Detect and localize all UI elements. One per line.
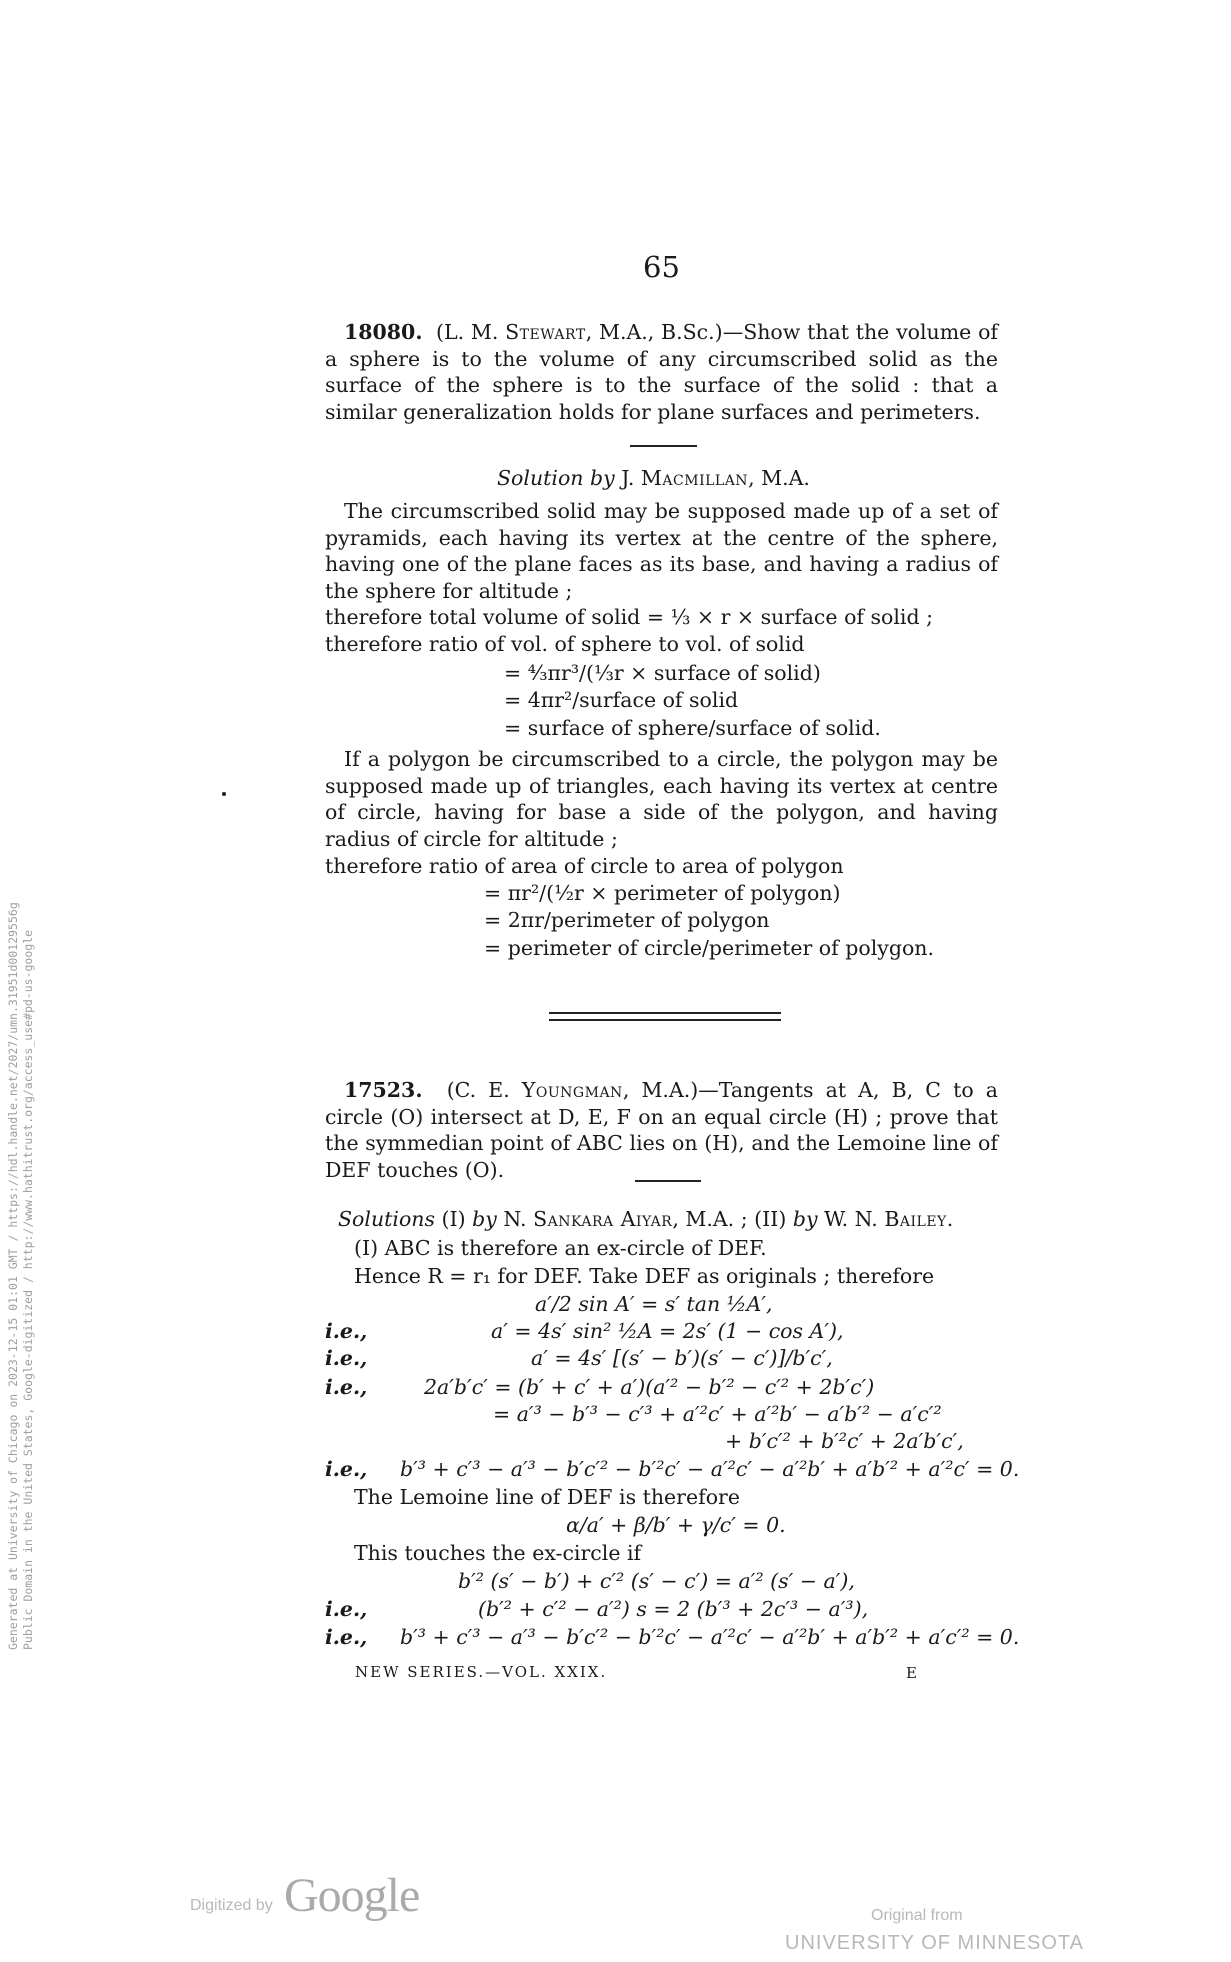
separator-short-2: [635, 1180, 701, 1182]
solution-2-equation-j: (b′² + c′² − a′²) s = 2 (b′³ + 2c′³ − a′³),: [478, 1597, 869, 1621]
solution-label: Solution by: [497, 466, 615, 490]
by-label-1: by: [472, 1207, 497, 1231]
solution-2-equation-i: b′² (s′ − b′) + c′² (s′ − c′) = a′² (s′ − a′),: [458, 1569, 855, 1593]
author-2-post: .: [946, 1207, 954, 1231]
solution-1-equation-4: = πr²/(½r × perimeter of polygon): [484, 881, 841, 905]
question-statement: —Show that the volume of a sphere is to the volume of any circumscribed solid as the surface of the sphere is to the surface of the solid : that a similar generalization holds for plane surfaces and perimeters.: [325, 320, 999, 424]
solution-1-heading: [497, 465, 810, 491]
solution-1-ratio-line: therefore ratio of vol. of sphere to vol. of solid: [325, 632, 805, 656]
ie-label: i.e.,: [325, 1625, 368, 1649]
solution-author-post: , M.A.: [748, 466, 810, 490]
question-18080: [325, 319, 998, 425]
ie-label: i.e.,: [325, 1457, 368, 1481]
solution-2-line-2: Hence R = r₁ for DEF. Take DEF as originals ; therefore: [354, 1264, 935, 1288]
institution-label: UNIVERSITY OF MINNESOTA: [785, 1932, 1084, 1954]
question-17523: [325, 1077, 998, 1183]
solution-2-line-4: This touches the ex-circle if: [354, 1541, 642, 1565]
solution-2-equation-e: = a′³ − b′³ − c′³ + a′²c′ + a′²b′ − a′b′² − a′c′²: [493, 1402, 942, 1426]
footer-signature: E: [906, 1664, 917, 1682]
solution-2-equation-g: b′³ + c′³ − a′³ − b′c′² − b′²c′ − a′²c′ − a′²b′ + a′b′² + a′²c′ = 0.: [400, 1457, 1020, 1481]
solution-2-equation-k: b′³ + c′³ − a′³ − b′c′² − b′²c′ − a′²c′ − a′²b′ + a′b′² + a′c′² = 0.: [400, 1625, 1020, 1649]
solution-1-equation-5: = 2πr/perimeter of polygon: [484, 908, 770, 932]
original-from-label: Original from: [871, 1907, 963, 1924]
solution-2-line-1: (I) ABC is therefore an ex-circle of DEF.: [354, 1236, 767, 1260]
solution-author-pre: J.: [621, 466, 641, 490]
ie-label: i.e.,: [325, 1597, 368, 1621]
question-author-name: Stewart: [505, 320, 586, 344]
solution-1-equation-6: = perimeter of circle/perimeter of polygon.: [484, 936, 935, 960]
author-1-post: , M.A. ;: [672, 1207, 748, 1231]
google-logo: Google: [284, 1869, 420, 1922]
side-metadata-line-2: Public Domain in the United States, Google-digitized / http://www.hathitrust.org/access_use#pd-us-google: [21, 929, 35, 1650]
solution-2-equation-h: α/a′ + β/b′ + γ/c′ = 0.: [566, 1513, 786, 1537]
question-author-open: (L. M.: [435, 320, 506, 344]
solution-2-line-3: The Lemoine line of DEF is therefore: [354, 1485, 740, 1509]
solution-1-equation-3: = surface of sphere/surface of solid.: [504, 716, 881, 740]
solution-1-paragraph-1: The circumscribed solid may be supposed made up of a set of pyramids, each having its vertex at the centre of the sphere, having one of the plane faces as its base, and having a radius of the sphere for altitude ;: [325, 499, 998, 603]
question-author-rest: , M.A., B.Sc.): [585, 320, 723, 344]
solution-1-area-line: therefore ratio of area of circle to area of polygon: [325, 854, 844, 878]
scan-speck: [222, 792, 226, 796]
solutions-label: Solutions: [338, 1207, 436, 1231]
double-rule-top: [549, 1012, 781, 1014]
separator-short: [630, 445, 697, 447]
part-1-label: (I): [441, 1207, 466, 1231]
author-1-pre: N.: [503, 1207, 534, 1231]
author-2-name: Bailey: [884, 1207, 947, 1231]
question-number: 18080.: [344, 320, 423, 344]
question-author-name: Youngman: [521, 1078, 623, 1102]
solution-2-equation-b: a′ = 4s′ sin² ½A = 2s′ (1 − cos A′),: [491, 1319, 844, 1343]
question-author-open: (C. E.: [446, 1078, 522, 1102]
solution-2-equation-d: 2a′b′c′ = (b′ + c′ + a′)(a′² − b′² − c′² + 2b′c′): [424, 1375, 875, 1399]
question-statement: —Tangents at A, B, C to a circle (O) intersect at D, E, F on an equal circle (H) ; prove that the symmedian point of ABC lies on (H), and the Lemoine line of DEF touches (O).: [325, 1078, 998, 1182]
digitized-by-label: Digitized by: [190, 1897, 273, 1914]
by-label-2: by: [792, 1207, 818, 1231]
solution-2-heading: [338, 1206, 953, 1232]
ie-label: i.e.,: [325, 1346, 368, 1370]
solution-1-total-volume: therefore total volume of solid = ⅓ × r × surface of solid ;: [325, 605, 934, 629]
side-metadata: [6, 902, 36, 1650]
solution-1-equation-2: = 4πr²/surface of solid: [504, 688, 739, 712]
ie-label: i.e.,: [325, 1375, 368, 1399]
question-author-rest: , M.A.): [622, 1078, 699, 1102]
double-rule-bottom: [549, 1019, 781, 1021]
solution-1-paragraph-2: If a polygon be circumscribed to a circle, the polygon may be supposed made up of triangles, each having its vertex at centre of circle, having for base a side of the polygon, and having radius of circle for altitude ;: [325, 747, 998, 851]
part-2-label: (II): [754, 1207, 787, 1231]
solution-2-equation-f: + b′c′² + b′²c′ + 2a′b′c′,: [725, 1429, 964, 1453]
author-1-name: Sankara Aiyar: [533, 1207, 673, 1231]
solution-author-name: Macmillan: [640, 466, 749, 490]
question-number: 17523.: [344, 1078, 423, 1102]
solution-1-equation-1: = ⁴⁄₃πr³/(⅓r × surface of solid): [504, 661, 821, 685]
side-metadata-line-1: Generated at University of Chicago on 2023-12-15 01:01 GMT / https://hdl.handle.net/2027/umn.31951d00129556g: [6, 902, 20, 1650]
footer-series: NEW SERIES.—VOL. XXIX.: [355, 1663, 608, 1681]
solution-2-equation-c: a′ = 4s′ [(s′ − b′)(s′ − c′)]/b′c′,: [531, 1346, 833, 1370]
solution-2-equation-a: a′/2 sin A′ = s′ tan ½A′,: [535, 1292, 773, 1316]
author-2-pre: W. N.: [824, 1207, 885, 1231]
ie-label: i.e.,: [325, 1319, 368, 1343]
page-number: 65: [643, 250, 680, 284]
